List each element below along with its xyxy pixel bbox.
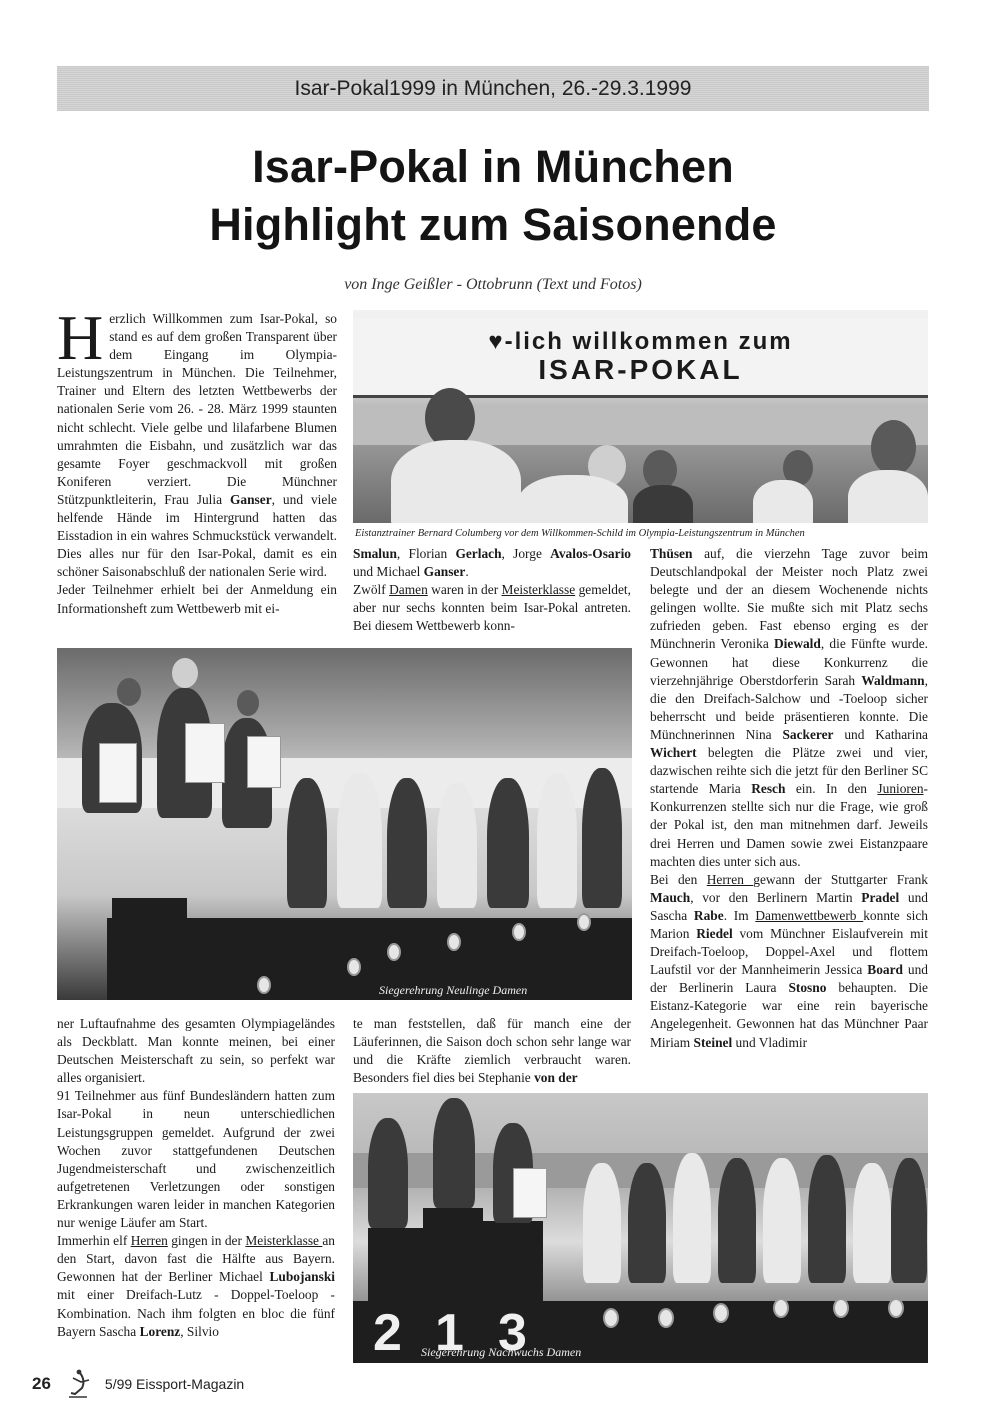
issue-banner-text: Isar-Pokal1999 in München, 26.-29.3.1999 xyxy=(294,76,692,100)
column-2-mid: Smalun, Florian Gerlach, Jorge Avalos-Osario und Michael Ganser. Zwölf Damen waren in der Meisterklasse gemeldet, aber nur sechs konnten beim Isar-Pokal antreten. Bei diesem Wettbewerb konn- xyxy=(353,546,631,634)
welcome-banner-line-1: ♥-lich willkommen zum xyxy=(488,327,793,355)
photo-neulinge-caption: Siegerehrung Neulinge Damen xyxy=(379,983,528,997)
issue-banner xyxy=(57,66,929,111)
photo-welcome-caption: Eistanztrainer Bernard Columberg vor dem Willkommen-Schild im Olympia-Leistungszentrum in München xyxy=(355,528,805,539)
photo-award-nachwuchs xyxy=(353,1093,928,1363)
column-1-top-text: erzlich Willkommen zum Isar-Pokal, so stand es auf dem großen Transparent über dem Eingang im Olympia-Leistungszentrum in München. Die Teilnehmer, Trainer und Eltern des letzten Wettbewerbs der nationalen Serie vom 26. - 28. März 1999 staunten nicht schlecht. Viele gelbe und lilafarbene Blumen umrahmten die Eisbahn, und zusätzlich war das gesamte Foyer geschmackvoll mit großen Koniferen verziert. Die Münchner Stützpunktleiterin, Frau Julia Ganser, und viele helfende Hände im Hintergrund hatten das Eisstadion in ein wahres Schmuckstück verwandelt. Dies alles nur für den Isar-Pokal, damit es ein schöner Saisonabschluß der nationalen Serie wird. Jeder Teilnehmer erhielt bei der Anmeldung ein Informationsheft zum Wettbewerb mit ei- xyxy=(57,311,337,616)
headline-line-2: Highlight zum Saisonende xyxy=(209,199,777,250)
column-1-bottom: ner Luftaufnahme des gesamten Olympiageländes als Deckblatt. Man konnte meinen, bei einer Deutschen Meisterschaft zu sein, so perfekt war alles organisiert. 91 Teilnehmer aus fünf Bundesländern hatten zum Isar-Pokal in neun unterschiedlichen Leistungsgruppen gemeldet. Aufgrund der zwei Wochen zuvor stattgefundenen Deutschen Jugendmeisterschaft und zwischenzeitlich aufgetretenen Verletzungen oder sonstigen Erkrankungen waren leider in manchen Kategorien nur wenige Läufer am Start. Immerhin elf Herren gingen in der Meisterklasse an den Start, davon fast die Hälfte aus Bayern. Gewonnen hat der Berliner Michael Lubojanski mit einer Dreifach-Lutz - Doppel-Toeloop - Kombination. Nach ihm folgten en bloc die fünf Bayern Sascha Lorenz, Silvio xyxy=(57,1016,335,1339)
page-footer xyxy=(32,1368,244,1400)
podium-number-1: 1 xyxy=(435,1304,464,1362)
headline-line-1: Isar-Pokal in München xyxy=(252,141,734,192)
coach-head xyxy=(425,388,475,448)
coach-figure xyxy=(391,440,521,523)
issue-label: 5/99 Eissport-Magazin xyxy=(104,1376,245,1392)
welcome-banner-line-2: ISAR-POKAL xyxy=(538,353,743,385)
column-1-top xyxy=(57,302,337,618)
page-number: 26 xyxy=(32,1374,51,1393)
photo-award-neulinge xyxy=(57,648,632,1000)
byline: von Inge Geißler - Ottobrunn (Text und Fotos) xyxy=(344,276,642,293)
dropcap: H xyxy=(57,302,104,373)
podium-number-3: 3 xyxy=(498,1304,527,1362)
article-headline xyxy=(57,138,929,254)
welcome-banner xyxy=(353,318,928,398)
column-2-bottom: te man feststellen, daß für manch eine der Läuferinnen, die Saison doch schon sehr lange war und die Kräfte ziemlich verbraucht waren. Besonders fiel dies bei Stephanie von der xyxy=(353,1016,631,1086)
photo-nachwuchs-caption: Siegerehrung Nachwuchs Damen xyxy=(421,1345,582,1359)
column-3: Thüsen auf, die vierzehn Tage zuvor beim Deutschlandpokal der Meister noch Platz zwei belegte und der an diesem Wochenende nichts gelingen wollte. Sie mußte sich mit Platz sechs zufrieden geben. Fast ebenso erging es der Münchnerin Veronika Diewald, die Fünfte wurde. Gewonnen hat diese Konkurrenz die vierzehnjährige Oberstdorferin Sarah Waldmann, die den Dreifach-Salchow und -Toeloop sicher beherrscht und beide präsentieren konnte. Die Münchnerinnen Nina Sackerer und Katharina Wichert belegten die Plätze zwei und vier, dazwischen reihte sich die jetzt für den Berliner SC startende Maria Resch ein. In den Junioren-Konkurrenzen stellte sich nur die Frage, wie groß der Pokal ist, den man mitnehmen darf. Jeweils drei Herren und Damen sowie zwei Eistanzpaare machten dies unter sich aus. Bei den Herren gewann der Stuttgarter Frank Mauch, vor den Berlinern Martin Pradel und Sascha Rabe. Im Damenwettbewerb konnte sich Marion Riedel vom Münchner Eislaufverein mit Dreifach-Toeloop, Doppel-Axel und flottem Laufstil vor der Mannheimerin Jessica Board und der Berlinerin Laura Stosno behaupten. Die Eistanz-Kategorie war eine rein bayerische Angelegenheit. Gewonnen hat das Münchner Paar Miriam Steinel und Vladimir xyxy=(650,546,929,1050)
skater-logo-icon xyxy=(65,1368,95,1400)
photo-welcome-sign xyxy=(353,310,928,523)
podium-number-2: 2 xyxy=(373,1304,402,1362)
